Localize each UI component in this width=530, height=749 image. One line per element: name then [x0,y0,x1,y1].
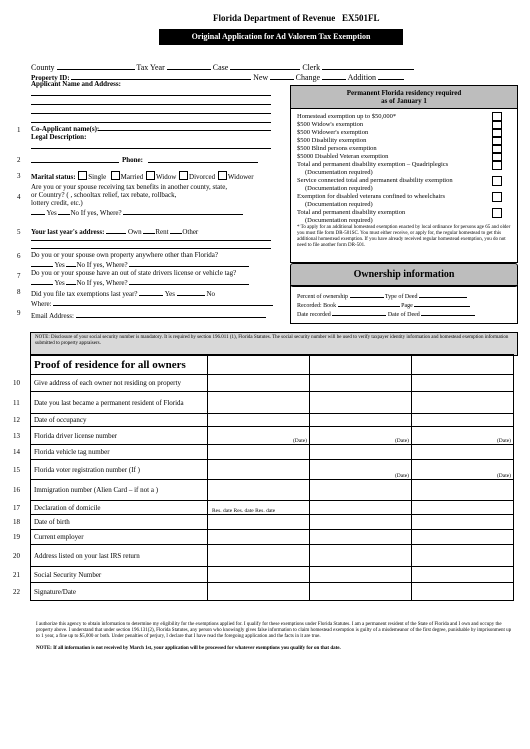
owner-entry-cell[interactable] [310,460,412,480]
proof-row [31,567,514,583]
email-row: Email Address: [31,310,266,320]
residency-item: $5000 Disabled Veteran exemption [297,153,389,160]
proof-row-label: Date of occupancy [34,416,87,424]
line-number: 9 [17,309,21,317]
proof-row [31,545,514,567]
proof-row [31,445,514,460]
owner-entry-cell[interactable] [208,375,310,392]
residency-item: (Documentation required) [305,185,373,192]
residency-item: $500 Widow's exemption [297,121,364,128]
residency-item: Homestead exemption up to $50,000* [297,113,397,120]
owner-entry-cell[interactable] [310,545,412,567]
line-number: 3 [17,172,21,180]
owner-entry-cell[interactable] [412,460,514,480]
owner-entry-cell[interactable] [208,460,310,480]
proof-row [31,583,514,601]
proof-row [31,501,514,515]
question-prior-exemptions: Did you file tax exemptions last year? Yes No Where: [31,288,286,308]
owner-entry-cell[interactable] [412,545,514,567]
proof-row-label: Date of birth [34,518,70,526]
owner-entry-cell[interactable] [412,480,514,501]
married-checkbox[interactable] [111,171,120,180]
owner-entry-cell[interactable] [208,414,310,427]
owner-entry-cell[interactable] [412,427,514,445]
exemption-checkbox[interactable] [492,192,502,202]
row-number: 20 [13,551,20,560]
residency-item: Service connected total and permanent disability exemption [297,177,453,184]
single-checkbox[interactable] [78,171,87,180]
residency-item: Total and permanent disability exemption – Quadriplegics [297,161,449,168]
owner-entry-cell[interactable] [208,567,310,583]
row-number: 22 [13,587,20,596]
row-number: 10 [13,379,20,387]
row-number: 18 [13,518,20,526]
agency-name: Florida Department of Revenue EX501FL [213,13,380,23]
owner-entry-cell[interactable] [310,375,412,392]
owner-entry-cell[interactable] [310,392,412,414]
authorization-statement: I authorize this agency to obtain information to determine my eligibility for the exemptions applied for. I qualify for these exemptions under Florida Statutes. I am a permanent resident of the State of Florida and I own and occupy the property above. I understand that under section 196.131(2), Florida Statutes, any person who knowingly gives false information to claim homestead exemption is guilty of a misdemeanor of the first degree, punishable by imprisonment up to 1 year, a fine up to $5,000 or both. Under penalties of perjury, I declare that I have read the foregoing application and the facts in it are true. [36,622,512,639]
residency-footnote: * To apply for an additional homestead exemption enacted by local ordinance for persons age 65 and older you must file form DR-501SC. You must either receive, or apply for, the regular homestead to get this additional homestead exemption. If you have already received regular homestead exemption, you do not need to file another form DR-501. [297,225,511,248]
line-number: 5 [17,228,21,236]
row-number: 14 [13,448,20,456]
proof-row-label: Signature/Date [34,587,76,596]
owner-entry-cell[interactable] [208,427,310,445]
owner-entry-cell[interactable] [208,545,310,567]
proof-row-label: Address listed on your last IRS return [34,551,140,560]
residency-item: $500 Disability exemption [297,137,367,144]
line-number: 4 [17,193,21,201]
proof-row [31,414,514,427]
row-number: 11 [13,398,20,407]
exemption-checkbox[interactable] [492,160,502,170]
owner-entry-cell[interactable] [208,445,310,460]
owner-entry-cell[interactable] [310,445,412,460]
proof-row [31,427,514,445]
proof-row [31,392,514,414]
proof-row-label: Florida voter registration number (If ) [34,465,140,474]
residency-item: (Documentation required) [305,201,373,208]
owner-entry-cell[interactable] [310,567,412,583]
property-id-row: Property ID: New Change Addition [31,72,404,82]
owner-entry-cell[interactable] [310,501,412,515]
exemption-checkbox[interactable] [492,208,502,218]
owner-entry-cell[interactable] [310,480,412,501]
residency-item: (Documentation required) [305,169,373,176]
date-label: (Date) [394,438,409,444]
owner-entry-cell[interactable] [208,392,310,414]
residency-item: Exemption for disabled veterans confined to wheelchairs [297,193,446,200]
co-applicant-label: Co-Applicant name(s): [31,125,100,133]
proof-row-label: Social Security Number [34,570,102,579]
owner-entry-cell[interactable] [412,567,514,583]
row-number: 21 [13,570,20,579]
form-title-banner: Original Application for Ad Valorem Tax Exemption [159,29,403,45]
owner-entry-cell[interactable] [412,583,514,601]
row-number: 15 [13,465,20,474]
last-address-row: Your last year's address: Own Rent Other [31,228,199,236]
line-number: 8 [17,288,21,296]
residency-item: (Documentation required) [305,217,373,224]
owner-entry-cell[interactable] [412,414,514,427]
proof-row-label: Immigration number (Alien Card – if not a ) [34,486,159,494]
proof-row [31,375,514,392]
owner-entry-cell[interactable] [310,530,412,545]
widow-checkbox[interactable] [146,171,155,180]
owner-entry-cell[interactable] [310,583,412,601]
owner-entry-cell[interactable] [412,445,514,460]
residency-item: Total and permanent disability exemption [297,209,406,216]
proof-row-label: Current employer [34,533,84,541]
date-label: (Date) [292,438,307,444]
proof-row-label: Florida vehicle tag number [34,448,110,456]
applicant-label: Applicant Name and Address: [31,80,121,88]
line-number: 6 [17,252,21,260]
proof-row-label: Florida driver license number [34,431,118,440]
residency-heading: Permanent Florida residency required as of January 1 [291,86,517,109]
date-label: (Date) [496,473,511,479]
row-number: 17 [13,503,20,512]
proof-row [31,480,514,501]
owner-entry-cell[interactable] [412,530,514,545]
proof-row-label: Declaration of domicile [34,503,101,512]
owner-entry-cell[interactable] [208,480,310,501]
line-number: 2 [17,156,21,164]
form-id: EX501FL [341,13,380,23]
row-number: 13 [13,431,20,440]
proof-row-label: Give address of each owner not residing on property [34,379,181,387]
owner-entry-cell[interactable] [412,515,514,530]
owner-entry-cell[interactable] [412,501,514,515]
marital-status-row: Marital status: Single Married Widow Divorced Widower [31,173,254,181]
line-number: 1 [17,126,21,134]
residence-date-label: Res. date Res. date Res. date [212,508,276,514]
row-number: 16 [13,486,20,494]
owner-entry-cell[interactable] [310,515,412,530]
owner-entry-cell[interactable] [310,414,412,427]
owner-entry-cell[interactable] [208,515,310,530]
question-other-benefits: Are you or your spouse receiving tax benefits in another county, state, or Country? ( , schooltax relief, tax rebate, rollback, lottery credit, etc.) Yes No If yes, Where? [31,183,281,217]
proof-row [31,530,514,545]
date-label: (Date) [496,438,511,444]
top-fields-row: County Tax Year Case Clerk [31,62,414,72]
widower-checkbox[interactable] [218,171,227,180]
legal-description-label: Legal Description: [31,133,87,141]
question-other-property: Do you or your spouse own property anywhere other than Florida? Yes No If yes, Where? [31,251,286,269]
owner-entry-cell[interactable] [412,392,514,414]
proof-heading: Proof of residence for all owners [31,355,208,375]
exemption-checkbox[interactable] [492,176,502,186]
owner-entry-cell[interactable] [208,501,310,515]
proof-row [31,515,514,530]
proof-of-residence-table [13,354,514,601]
divorced-checkbox[interactable] [179,171,188,180]
owner-entry-cell[interactable] [310,427,412,445]
phone-label: Phone: [122,156,143,164]
row-number: 12 [13,416,20,424]
date-label: (Date) [394,473,409,479]
owner-entry-cell[interactable] [208,530,310,545]
ownership-box: Percent of ownership Type of Deed Recorded: Book Page Date recorded Date of Deed [290,285,518,324]
question-out-of-state-license: Do you or your spouse have an out of state drivers license or vehicle tag? Yes No If yes, Where? [31,269,286,287]
residency-exemptions-box [290,85,518,263]
footer-note: NOTE: If all information is not received by March 1st, your application will be processed for whatever exemptions you qualify for on that date. [36,646,341,651]
ssn-disclosure-note: NOTE: Disclosure of your social security number is mandatory. It is required by section 196.011 (1), Florida Statutes. The social security number will be used to verify taxpayer identity information and homestead exemption information submitted to property appraisers. [30,332,518,356]
residency-item: $500 Blind persons exemption [297,145,377,152]
line-number: 7 [17,272,21,280]
owner-entry-cell[interactable] [412,375,514,392]
ownership-heading: Ownership information [290,263,518,287]
residency-item: $500 Widower's exemption [297,129,369,136]
proof-row [31,460,514,480]
owner-entry-cell[interactable] [208,583,310,601]
proof-row-label: Date you last became a permanent resident of Florida [34,398,184,407]
row-number: 19 [13,533,20,541]
